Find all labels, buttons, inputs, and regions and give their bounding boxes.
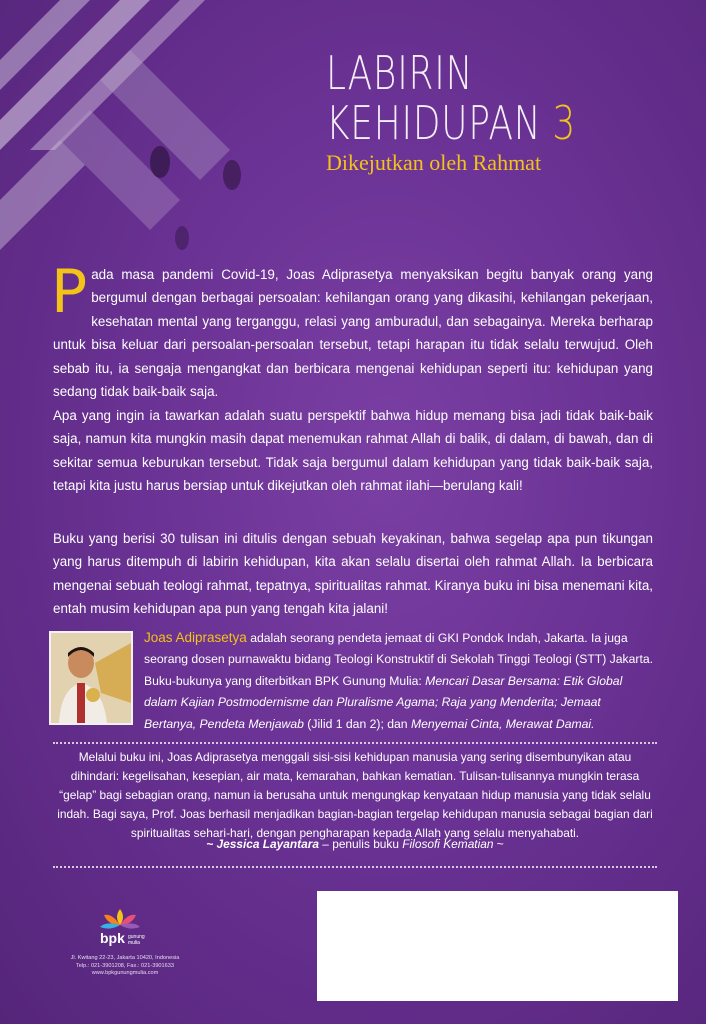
endorser-name: ~ Jessica Layantara	[206, 837, 319, 851]
publisher-website[interactable]: www.bpkgunungmulia.com	[91, 970, 159, 976]
publisher-phone: Telp.: 021-3901208, Fax.: 021-3901633	[76, 962, 174, 969]
endorsement-quote: Melalui buku ini, Joas Adiprasetya menggali sisi-sisi kehidupan manusia yang sering disembunyikan atau dihindari: kegelisahan, kesepian, air mata, kemarahan, bahkan kematian. Tulisan-tulisannya mungkin terasa “gelap” bagi sebagian orang, namun ia berusaha untuk mengungkap kenyataan hidup manusia yang tidak selalu indah. Bagi saya, Prof. Joas berhasil menjadikan bagian-bagian tergelap kehidupan manusia sebagai bagian dari spiritualitas sehari-hari, dengan pengharapan kepada Allah yang selalu menyahabati.	[57, 750, 653, 840]
divider-bottom	[53, 866, 657, 868]
divider-top	[53, 742, 657, 744]
paragraph-1-text: ada masa pandemi Covid-19, Joas Adiprasetya menyaksikan begitu banyak orang yang bergumul dengan berbagai persoalan: kehilangan orang yang dikasihi, kehilangan pekerjaan, kesehatan mental yang terganggu, relasi yang amburadul, dan sebagainya. Mereka berharap untuk bisa keluar dari persoalan-persoalan tersebut, tetapi harapan itu tidak selalu terwujud. Oleh sebab itu, ia sengaja mengangkat dan berbicara mengenai kehidupan seperti itu: kehidupan yang sedang tidak baik-baik saja.	[53, 267, 653, 400]
title-line-2	[326, 98, 607, 148]
publisher-address: Jl. Kwitang 22-23, Jakarta 10420, Indonesia	[70, 955, 180, 961]
figure-silhouette-2	[223, 160, 241, 190]
title-main-word: KEHIDUPAN	[326, 96, 542, 150]
author-books-2: Menyemai Cinta, Merawat Damai.	[410, 716, 595, 731]
author-name: Joas Adiprasetya	[144, 630, 247, 645]
logo-sub-2: mulia	[128, 940, 140, 946]
author-bio-text-2: (Jilid 1 dan 2); dan	[303, 716, 411, 731]
endorser-book: Filosofi Kematian	[402, 837, 494, 851]
publisher-logo-icon	[90, 905, 150, 951]
barcode-area	[317, 891, 678, 1001]
logo-wordmark: bpk	[100, 930, 125, 946]
endorser-role: – penulis buku	[318, 837, 403, 851]
blurb-paragraph-2: Apa yang ingin ia tawarkan adalah suatu perspektif bahwa hidup memang bisa jadi tidak baik-baik saja, namun kita mungkin masih dapat menemukan rahmat Allah di balik, di dalam, di bawah, dan di sekitar semua keburukan tersebut. Tidak saja bergumul dalam kehidupan yang tidak baik-baik saja, tetapi kita justu harus bersiap untuk dikejutkan oleh rahmat ilahi—berulang kali!	[53, 408, 653, 494]
subtitle: Dikejutkan oleh Rahmat	[326, 150, 542, 175]
author-bio	[144, 627, 656, 735]
title-block	[326, 48, 686, 176]
author-books-1: Mencari Dasar Bersama: Etik Global dalam Kajian Postmodernisme dan Pluralisme Agama; Raja yang Menderita; Jemaat Bertanya, Pendeta Menjawab	[144, 673, 623, 731]
signature-end: ~	[493, 837, 504, 851]
author-portrait-illustration	[51, 633, 131, 723]
endorsement-signature	[53, 837, 657, 851]
drop-cap: P	[51, 257, 88, 327]
logo-sub-1: gunung	[128, 934, 145, 940]
maze-illustration	[0, 0, 300, 280]
author-bio-text-1: adalah seorang pendeta jemaat di GKI Pondok Indah, Jakarta. Ia juga seorang dosen purnawaktu bidang Teologi Konstruktif di Sekolah Tinggi Teologi (STT) Jakarta. Buku-bukunya yang diterbitkan BPK Gunung Mulia:	[144, 631, 654, 688]
volume-number: 3	[552, 96, 576, 150]
title-line-1: LABIRIN	[326, 46, 474, 100]
maze-path-4	[0, 140, 85, 250]
figure-silhouette-1	[150, 146, 170, 178]
blurb-paragraph-1	[51, 257, 653, 403]
publisher-contact	[70, 955, 180, 978]
blurb-paragraph-3: Buku yang berisi 30 tulisan ini ditulis dengan sebuah keyakinan, bahwa segelap apa pun tikungan yang harus ditempuh di labirin kehidupan, kita akan selalu disertai oleh rahmat Allah. Ia berbicara mengenai sebuah teologi rahmat, tepatnya, spiritualitas rahmat. Kiranya buku ini bisa menemani kita, entah musim kehidupan apa pun yang tengah kita jalani!	[53, 531, 653, 617]
figure-silhouette-3	[175, 226, 189, 250]
author-photo	[49, 631, 133, 725]
